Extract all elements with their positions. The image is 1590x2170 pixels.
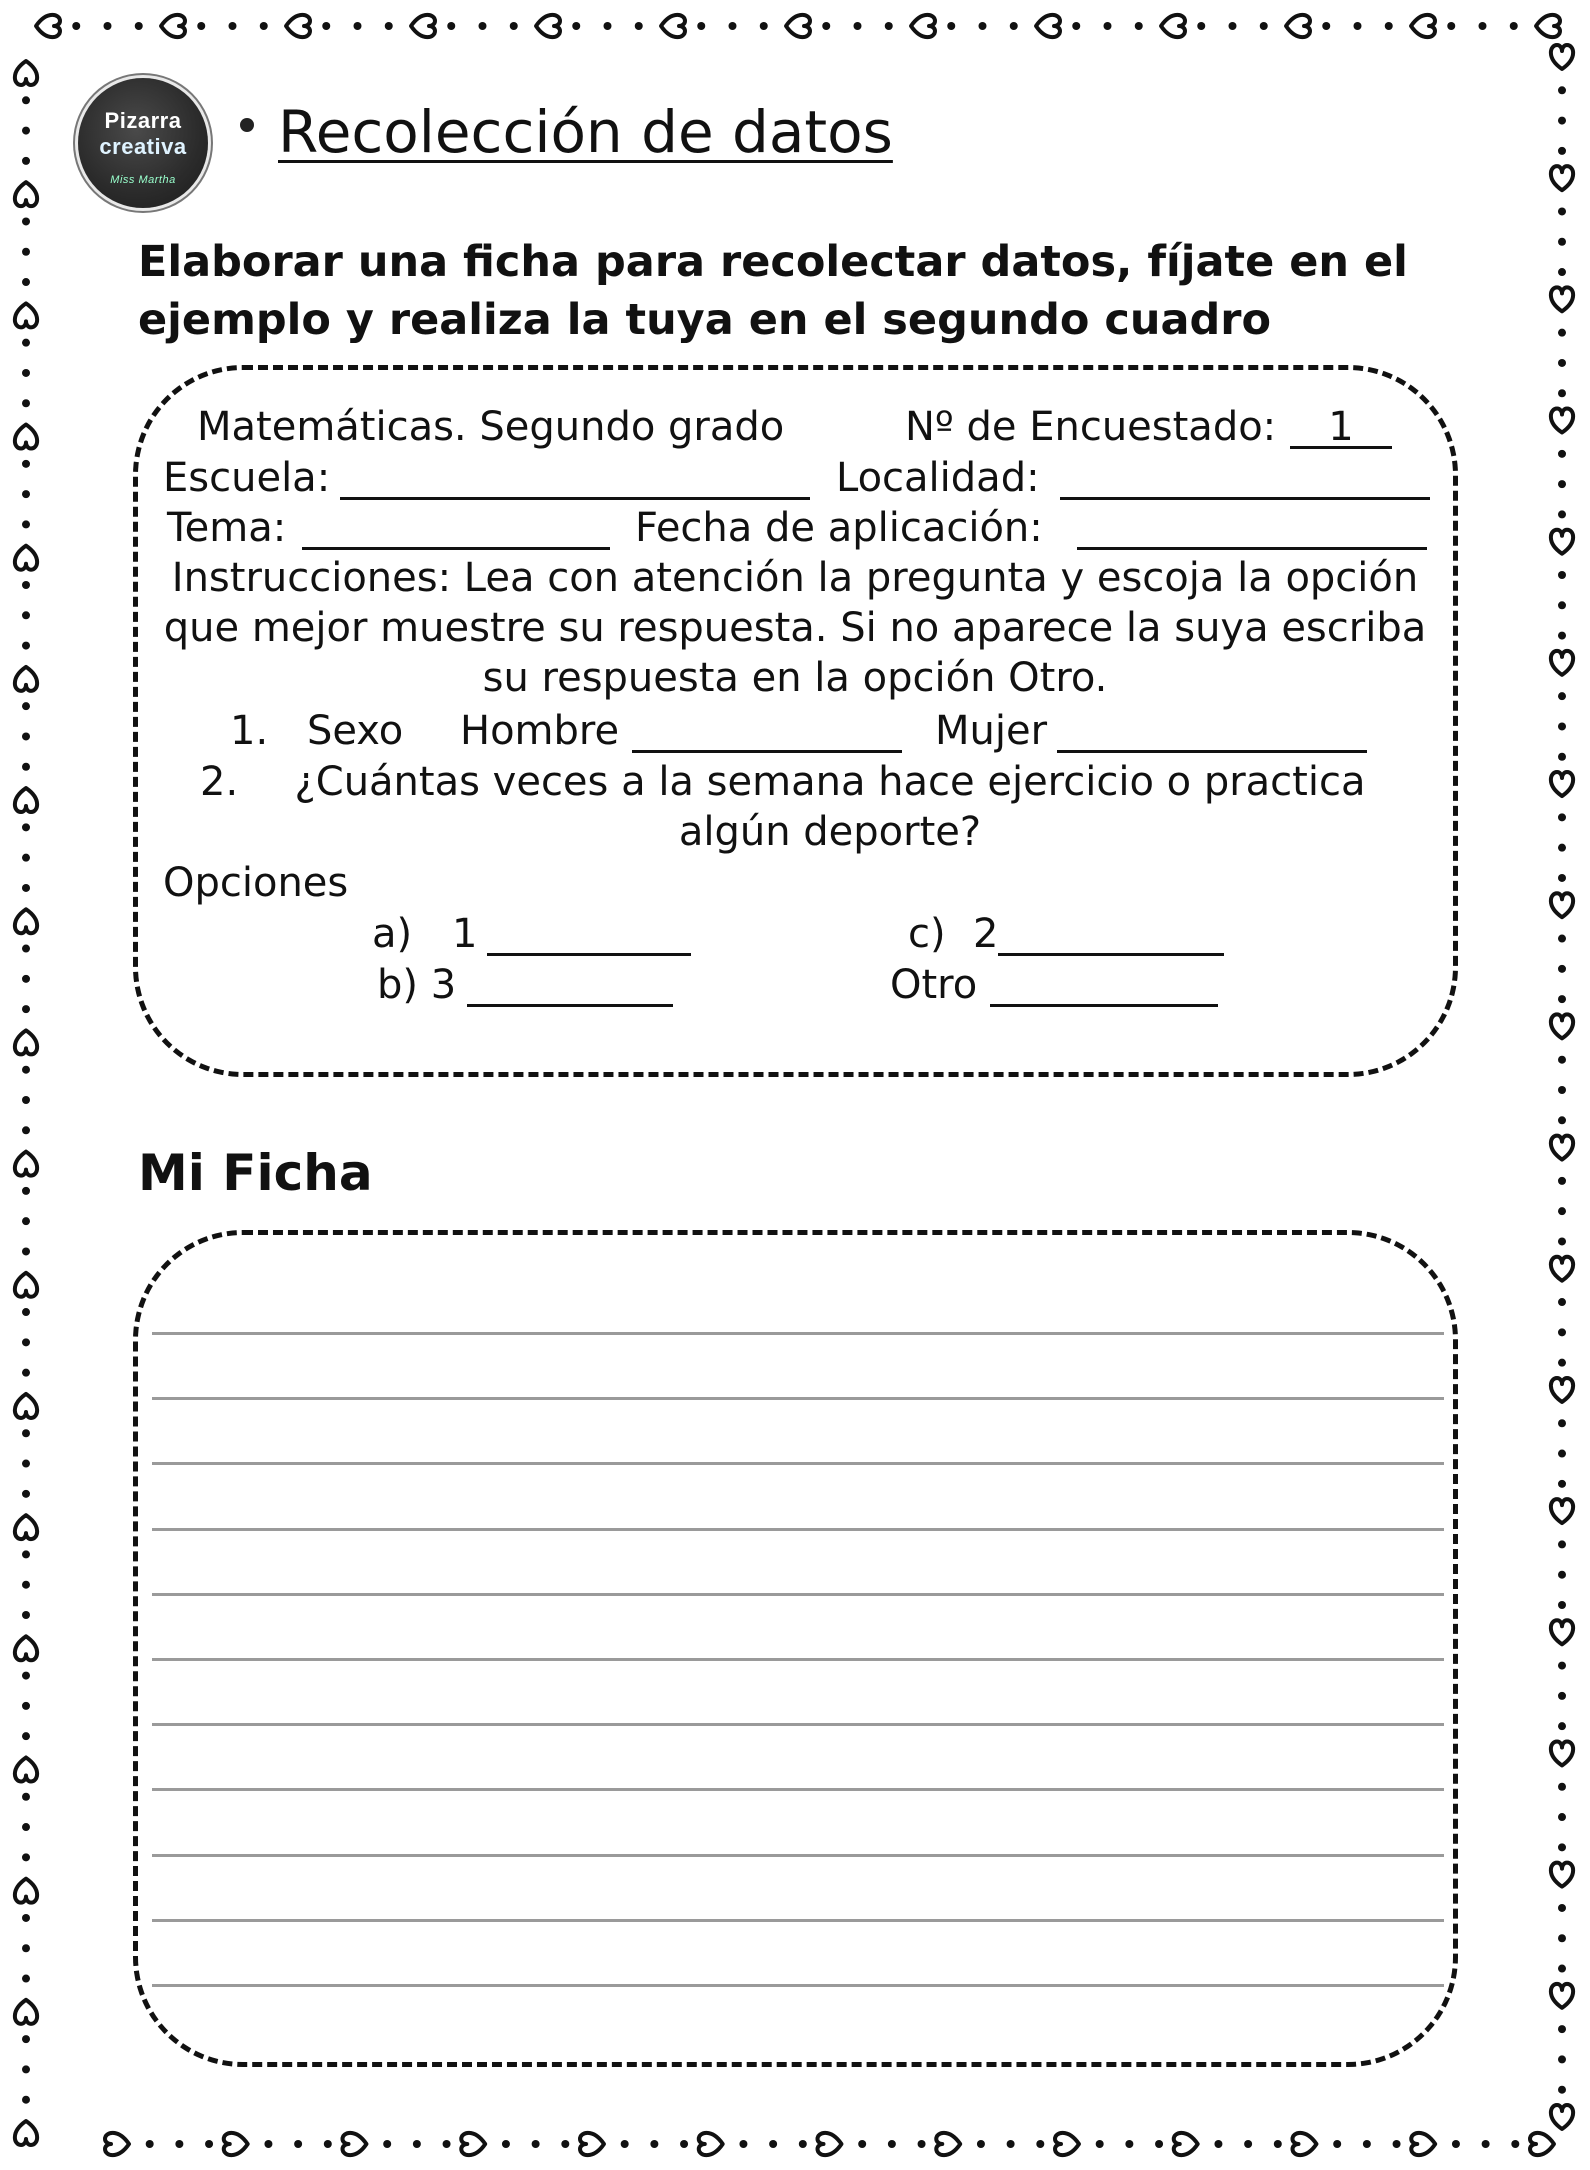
border-dot [413,2140,421,2148]
border-dot [650,2140,658,2148]
question-1-option-female-label: Mujer [935,708,1048,754]
border-dot [22,217,30,225]
heart-icon [580,2133,604,2155]
heart-icon [1551,1257,1573,1281]
border-dot [22,460,30,468]
border-dot [22,248,30,256]
border-dot [22,1217,30,1225]
border-dot [1558,692,1566,700]
border-dot [1558,359,1566,367]
border-dot [322,22,330,30]
border-dot [1558,1813,1566,1821]
border-dot [680,2140,688,2148]
border-dot [1558,571,1566,579]
border-dot [175,2140,183,2148]
border-dot [979,22,987,30]
heart-icon [15,1757,37,1781]
heart-icon [1551,1136,1573,1160]
border-dot [22,732,30,740]
border-dot [1558,935,1566,943]
heart-icon [1161,15,1185,37]
heart-icon [15,425,37,449]
border-dot [1244,2140,1252,2148]
border-dot [22,702,30,710]
border-dot [1135,22,1143,30]
heart-icon [286,15,310,37]
ruled-line [152,1984,1444,1987]
border-dot [1558,1783,1566,1791]
border-dot [1558,722,1566,730]
heart-icon [15,667,37,691]
border-dot [1558,510,1566,518]
border-dot [1558,1237,1566,1245]
border-dot [22,1490,30,1498]
school-label: Escuela: [163,455,331,501]
border-dot [383,2140,391,2148]
border-dot [947,22,955,30]
border-dot [769,2140,777,2148]
question-1-label: Sexo [307,708,404,754]
border-dot [918,2140,926,2148]
worksheet-instructions: Elaborar una ficha para recolectar datos, fíjate en el ejemplo y realiza la tuya en el segundo cuadro [138,237,1408,345]
border-dot [1010,22,1018,30]
heart-icon [461,2133,485,2155]
border-dot [1558,389,1566,397]
ruled-line [152,1919,1444,1922]
border-dot [22,611,30,619]
border-dot [146,2140,154,2148]
border-dot [1511,2140,1519,2148]
border-dot [22,1066,30,1074]
border-dot [22,823,30,831]
border-dot [22,642,30,650]
border-dot [1558,1571,1566,1579]
border-dot [1214,2140,1222,2148]
border-dot [1452,2140,1460,2148]
border-dot [1155,2140,1163,2148]
option-other-field[interactable] [990,1004,1218,1007]
border-dot [1558,1056,1566,1064]
heart-icon [15,2000,37,2024]
border-dot [22,1550,30,1558]
border-dot [1558,1965,1566,1973]
heart-icon [15,182,37,206]
heart-icon [15,303,37,327]
border-dot [443,2140,451,2148]
border-dot [1558,2025,1566,2033]
border-dot [1479,22,1487,30]
heart-icon [15,1636,37,1660]
border-dot [205,2140,213,2148]
heart-icon [1551,1378,1573,1402]
border-dot [1558,238,1566,246]
border-dot [1072,22,1080,30]
heart-icon [1286,15,1310,37]
border-dot [1558,86,1566,94]
border-dot [1558,1328,1566,1336]
border-dot [799,2140,807,2148]
border-dot [22,1914,30,1922]
heart-icon [15,1152,37,1176]
heart-icon [1551,409,1573,433]
border-dot [1558,813,1566,821]
border-dot [479,22,487,30]
locality-label: Localidad: [836,455,1040,501]
logo-text-line3: Miss Martha [110,174,176,186]
border-dot [977,2140,985,2148]
heart-icon [936,2133,960,2155]
border-dot [22,1975,30,1983]
question-1-option-female-field[interactable] [1057,750,1367,753]
heart-icon [1551,166,1573,190]
border-dot [1558,844,1566,852]
border-dot [22,1823,30,1831]
heart-icon [15,2121,37,2145]
heart-icon [1411,2133,1435,2155]
heart-icon [1055,2133,1079,2155]
border-dot [1354,22,1362,30]
border-dot [635,22,643,30]
border-dot [1385,22,1393,30]
border-dot [22,1247,30,1255]
heart-icon [536,15,560,37]
border-dot [1363,2140,1371,2148]
border-dot [1558,753,1566,761]
border-dot [22,1429,30,1437]
border-dot [22,763,30,771]
border-dot [1197,22,1205,30]
border-dot [324,2140,332,2148]
heart-icon [786,15,810,37]
heart-icon [15,909,37,933]
option-a-field[interactable] [487,953,691,956]
question-1-number: 1. [230,708,269,754]
border-dot [1333,2140,1341,2148]
heart-icon [1551,287,1573,311]
border-dot [1558,1904,1566,1912]
border-dot [1447,22,1455,30]
border-dot [22,278,30,286]
heart-icon [105,2133,129,2155]
border-dot [104,22,112,30]
border-dot [1558,2055,1566,2063]
border-dot [532,2140,540,2148]
heart-icon [15,1879,37,1903]
heart-icon [15,1273,37,1297]
option-a-value: 1 [452,911,478,957]
border-dot [294,2140,302,2148]
border-dot [1558,1692,1566,1700]
border-dot [22,884,30,892]
heart-icon [1551,530,1573,554]
question-2-text: ¿Cuántas veces a la semana hace ejercicio o practica algún deporte? [294,759,1366,855]
border-dot [22,96,30,104]
border-dot [22,520,30,528]
border-dot [22,1853,30,1861]
question-1-option-male-label: Hombre [460,708,620,754]
border-dot [22,1793,30,1801]
border-dot [1558,632,1566,640]
border-dot [1558,1662,1566,1670]
border-dot [22,1005,30,1013]
border-dot [561,2140,569,2148]
heart-icon [15,1394,37,1418]
heart-icon [1536,15,1560,37]
application-date-field[interactable] [1077,547,1427,550]
heart-icon [1551,1741,1573,1765]
border-dot [22,127,30,135]
border-dot [1558,2086,1566,2094]
border-dot [1558,1540,1566,1548]
application-date-label: Fecha de aplicación: [635,505,1043,551]
option-b-label: b) 3 [377,962,457,1008]
border-dot [72,22,80,30]
border-dot [22,1672,30,1680]
border-dot [1558,1359,1566,1367]
border-dot [1558,147,1566,155]
border-dot [22,1702,30,1710]
border-dot [697,22,705,30]
heart-icon [15,788,37,812]
logo-text-line1: Pizarra [104,108,182,133]
border-dot [22,975,30,983]
border-dot [22,854,30,862]
heart-icon [1551,772,1573,796]
border-dot [858,2140,866,2148]
subject-label: Matemáticas. Segundo grado [197,404,785,450]
heart-icon [224,2133,248,2155]
border-dot [1558,1207,1566,1215]
heart-icon [343,2133,367,2155]
border-dot [1393,2140,1401,2148]
border-dot [264,2140,272,2148]
border-dot [1036,2140,1044,2148]
border-dot [1558,329,1566,337]
heart-icon [1036,15,1060,37]
option-c-field[interactable] [998,953,1224,956]
border-dot [502,2140,510,2148]
border-dot [1558,1116,1566,1124]
border-dot [729,22,737,30]
title-bullet [240,118,254,132]
border-dot [1096,2140,1104,2148]
heart-icon [1293,2133,1317,2155]
border-dot [22,157,30,165]
border-dot [510,22,518,30]
border-dot [621,2140,629,2148]
option-b-field[interactable] [467,1004,673,1007]
heart-icon [1551,1984,1573,2008]
my-card-frame [133,1230,1458,2067]
option-c-value: 2 [973,911,999,957]
my-card-heading: Mi Ficha [138,1144,373,1202]
border-dot [1558,995,1566,1003]
border-dot [22,369,30,377]
ruled-line [152,1788,1444,1791]
heart-icon [1551,1499,1573,1523]
border-dot [447,22,455,30]
border-dot [1558,1601,1566,1609]
heart-icon [911,15,935,37]
respondent-number-label: Nº de Encuestado: [905,404,1277,450]
border-dot [1558,874,1566,882]
border-dot [22,1338,30,1346]
border-dot [1558,601,1566,609]
border-dot [1558,1450,1566,1458]
border-dot [22,945,30,953]
heart-icon [411,15,435,37]
ruled-line [152,1854,1444,1857]
border-dot [22,2035,30,2043]
respondent-number-value: 1 [1328,404,1354,450]
border-dot [1558,1086,1566,1094]
border-dot [1558,1419,1566,1427]
heart-icon [1551,2105,1573,2129]
question-2-number: 2. [200,759,239,805]
border-dot [1558,117,1566,125]
border-dot [1260,22,1268,30]
border-dot [1558,207,1566,215]
option-a-letter: a) [372,911,413,957]
pizarra-creativa-logo [78,78,208,208]
border-dot [22,1944,30,1952]
school-field[interactable] [340,497,810,500]
option-c-letter: c) [908,911,946,957]
heart-icon [699,2133,723,2155]
border-dot [854,22,862,30]
border-dot [739,2140,747,2148]
heart-icon [36,15,60,37]
border-dot [22,399,30,407]
heart-icon [1551,45,1573,69]
heart-icon [161,15,185,37]
border-dot [354,22,362,30]
border-dot [22,1732,30,1740]
border-dot [22,1126,30,1134]
logo-text-line2: creativa [99,134,187,159]
border-dot [22,1096,30,1104]
heart-icon [15,546,37,570]
border-dot [604,22,612,30]
border-dot [197,22,205,30]
border-dot [1274,2140,1282,2148]
border-dot [22,1611,30,1619]
locality-field[interactable] [1060,497,1430,500]
border-dot [1558,1480,1566,1488]
border-dot [1558,1177,1566,1185]
border-dot [572,22,580,30]
ruled-line [152,1593,1444,1596]
border-dot [22,581,30,589]
heart-icon [1551,651,1573,675]
border-dot [885,22,893,30]
heart-icon [1551,1863,1573,1887]
border-dot [1125,2140,1133,2148]
border-dot [1104,22,1112,30]
border-dot [1007,2140,1015,2148]
option-other-label: Otro [890,962,978,1008]
border-dot [1510,22,1518,30]
heart-icon [1551,1014,1573,1038]
border-dot [22,490,30,498]
ruled-line [152,1462,1444,1465]
heart-icon [15,1030,37,1054]
ruled-line [152,1332,1444,1335]
border-dot [22,1308,30,1316]
ruled-line [152,1723,1444,1726]
border-dot [22,1460,30,1468]
border-dot [1558,965,1566,973]
border-dot [22,2096,30,2104]
heart-icon [1551,893,1573,917]
topic-label: Tema: [167,505,287,551]
border-dot [22,1581,30,1589]
border-dot [385,22,393,30]
border-dot [1229,22,1237,30]
border-dot [1558,1934,1566,1942]
border-dot [1558,268,1566,276]
heart-icon [15,61,37,85]
border-dot [1482,2140,1490,2148]
heart-icon [661,15,685,37]
topic-field[interactable] [302,547,610,550]
border-dot [22,339,30,347]
ruled-line [152,1397,1444,1400]
heart-icon [1411,15,1435,37]
border-dot [22,2065,30,2073]
survey-instructions: Instrucciones: Lea con atención la pregunta y escoja la opción que mejor muestre su respuesta. Si no aparece la suya escriba su respuesta en la opción Otro. [163,555,1427,701]
border-dot [22,1369,30,1377]
page-title: Recolección de datos [278,98,893,166]
ruled-line [152,1658,1444,1661]
border-dot [22,1187,30,1195]
options-label: Opciones [163,860,349,906]
border-dot [888,2140,896,2148]
border-dot [760,22,768,30]
ruled-line [152,1528,1444,1531]
heart-icon [1530,2133,1554,2155]
border-dot [1558,1722,1566,1730]
heart-icon [1551,1620,1573,1644]
border-dot [822,22,830,30]
border-dot [1558,1843,1566,1851]
question-1-option-male-field[interactable] [632,750,902,753]
border-dot [135,22,143,30]
border-dot [1558,480,1566,488]
border-dot [1322,22,1330,30]
heart-icon [15,1515,37,1539]
heart-icon [1174,2133,1198,2155]
border-dot [260,22,268,30]
heart-icon [818,2133,842,2155]
border-dot [1558,450,1566,458]
border-dot [229,22,237,30]
border-dot [1558,1298,1566,1306]
